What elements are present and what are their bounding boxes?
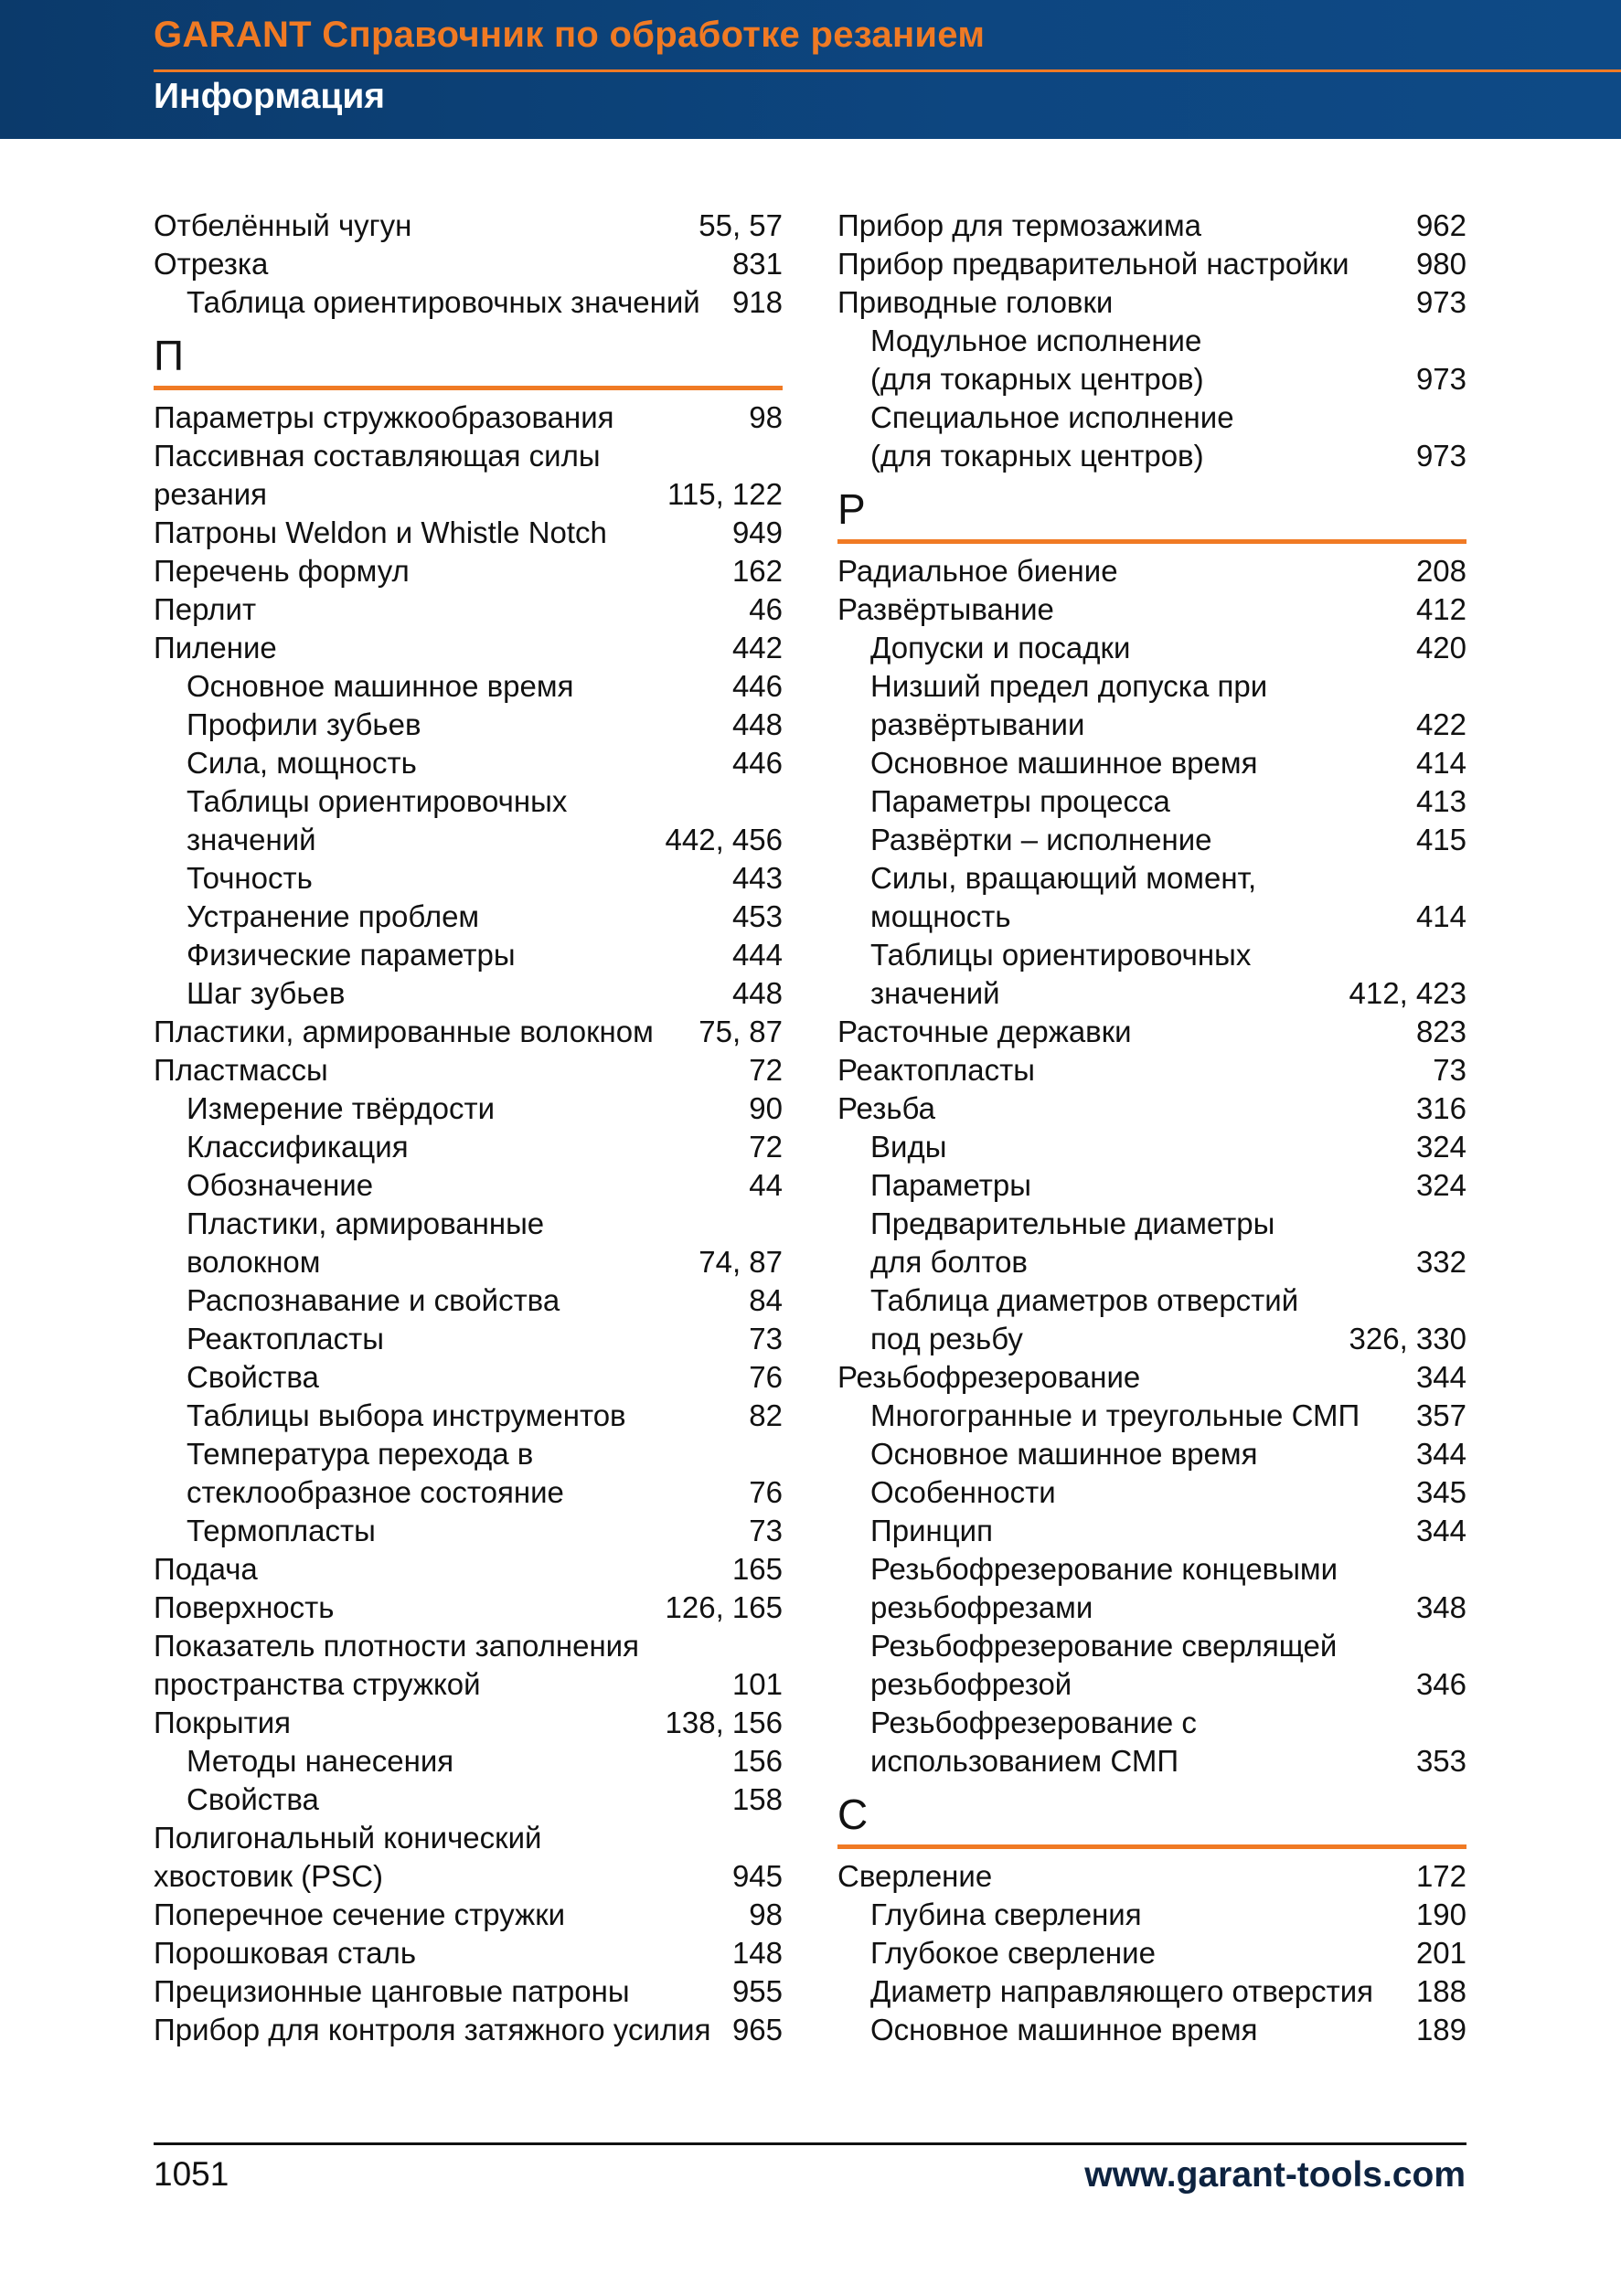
index-subentry bbox=[837, 1704, 1466, 1742]
index-subentry bbox=[154, 974, 783, 1013]
index-entry bbox=[154, 1589, 783, 1627]
index-subentry bbox=[154, 1742, 783, 1780]
entry-term: значений bbox=[870, 976, 1000, 1010]
index-entry bbox=[154, 552, 783, 590]
index-subentry bbox=[837, 1320, 1466, 1358]
entry-page-ref[interactable]: 74, 87 bbox=[699, 1245, 783, 1279]
entry-term: для болтов bbox=[870, 1245, 1028, 1279]
index-subentry bbox=[837, 1627, 1466, 1665]
index-subentry bbox=[837, 1166, 1466, 1205]
index-subentry bbox=[154, 1320, 783, 1358]
index-entry bbox=[154, 1972, 783, 2011]
entry-term: Устранение проблем bbox=[187, 899, 480, 933]
index-subentry bbox=[837, 322, 1466, 360]
entry-term: Силы, вращающий момент, bbox=[870, 861, 1257, 895]
website-link[interactable]: www.garant-tools.com bbox=[1084, 2155, 1466, 2195]
index-subentry bbox=[837, 936, 1466, 974]
index-entry bbox=[837, 1013, 1466, 1051]
index-entry bbox=[154, 1704, 783, 1742]
entry-page-ref[interactable]: 442 bbox=[731, 631, 783, 664]
section-letter bbox=[837, 1780, 1466, 1857]
section-underline bbox=[154, 386, 783, 390]
index-subentry bbox=[154, 1243, 783, 1281]
index-subentry bbox=[837, 360, 1466, 399]
index-entry bbox=[837, 1857, 1466, 1896]
entry-page-ref[interactable]: 326, 330 bbox=[1349, 1322, 1466, 1355]
index-entry bbox=[154, 1627, 783, 1665]
entry-page-ref[interactable]: 412 bbox=[1415, 592, 1466, 626]
index-subentry bbox=[154, 1780, 783, 1819]
entry-term: Принцип bbox=[870, 1514, 993, 1547]
entry-term: Измерение твёрдости bbox=[187, 1091, 496, 1125]
index-entry bbox=[837, 1358, 1466, 1397]
entry-page-ref[interactable]: 955 bbox=[731, 1974, 783, 2008]
entry-page-ref[interactable]: 823 bbox=[1415, 1015, 1466, 1048]
entry-term: Реактопласты bbox=[187, 1322, 384, 1355]
entry-term: использованием СМП bbox=[870, 1744, 1179, 1778]
section-letter bbox=[154, 322, 783, 399]
index-subentry bbox=[837, 821, 1466, 859]
entry-term: Сила, мощность bbox=[187, 746, 417, 780]
entry-term: Прибор предварительной настройки bbox=[837, 247, 1349, 281]
index-subentry bbox=[154, 283, 783, 322]
index-subentry bbox=[837, 1896, 1466, 1934]
entry-term: стеклообразное состояние bbox=[187, 1475, 564, 1509]
index-subentry bbox=[837, 1589, 1466, 1627]
entry-page-ref[interactable]: 55, 57 bbox=[699, 208, 783, 242]
entry-term: Резьбофрезерование сверлящей bbox=[870, 1629, 1338, 1663]
entry-page-ref[interactable]: 84 bbox=[749, 1283, 783, 1317]
entry-page-ref[interactable]: 962 bbox=[1415, 208, 1466, 242]
entry-term: Основное машинное время bbox=[870, 1437, 1258, 1471]
entry-page-ref[interactable]: 443 bbox=[731, 861, 783, 895]
entry-page-ref[interactable]: 344 bbox=[1415, 1437, 1466, 1471]
index-entry bbox=[837, 245, 1466, 283]
index-subentry bbox=[837, 1550, 1466, 1589]
index-entry bbox=[837, 552, 1466, 590]
entry-term: Диаметр направляющего отверстия bbox=[870, 1974, 1374, 2008]
index-subentry bbox=[837, 1128, 1466, 1166]
entry-term: Развёртывание bbox=[837, 592, 1054, 626]
index-subentry bbox=[154, 706, 783, 744]
entry-term: Резьбофрезерование с bbox=[870, 1706, 1197, 1739]
entry-term: Таблицы ориентировочных bbox=[870, 938, 1252, 972]
entry-page-ref[interactable]: 189 bbox=[1415, 2013, 1466, 2046]
entry-term: Точность bbox=[187, 861, 313, 895]
entry-page-ref[interactable]: 73 bbox=[1433, 1053, 1466, 1087]
entry-page-ref[interactable]: 73 bbox=[749, 1322, 783, 1355]
entry-term: Термопласты bbox=[187, 1514, 376, 1547]
index-entry bbox=[154, 245, 783, 283]
index-subentry bbox=[154, 1397, 783, 1435]
entry-page-ref[interactable]: 72 bbox=[749, 1053, 783, 1087]
entry-term: резания bbox=[154, 477, 267, 511]
entry-page-ref[interactable]: 446 bbox=[731, 746, 783, 780]
page-number: 1051 bbox=[154, 2155, 229, 2193]
section-underline bbox=[837, 1844, 1466, 1849]
index-entry bbox=[154, 514, 783, 552]
entry-term: Виды bbox=[870, 1130, 947, 1164]
entry-page-ref[interactable]: 82 bbox=[749, 1398, 783, 1432]
index-subentry bbox=[837, 1972, 1466, 2011]
entry-term: Профили зубьев bbox=[187, 707, 421, 741]
entry-page-ref[interactable]: 965 bbox=[731, 2013, 783, 2046]
index-entry bbox=[837, 1090, 1466, 1128]
entry-page-ref[interactable]: 448 bbox=[731, 707, 783, 741]
entry-term: Радиальное биение bbox=[837, 554, 1118, 588]
index-subentry bbox=[837, 1397, 1466, 1435]
index-subentry bbox=[154, 782, 783, 821]
page-header bbox=[0, 0, 1621, 139]
index-subentry bbox=[154, 1512, 783, 1550]
entry-term: Прибор для контроля затяжного усилия bbox=[154, 2013, 711, 2046]
entry-term: Покрытия bbox=[154, 1706, 291, 1739]
entry-term: резьбофрезой bbox=[870, 1667, 1072, 1701]
index-subentry bbox=[837, 1243, 1466, 1281]
entry-term: Пластики, армированные волокном bbox=[154, 1015, 654, 1048]
index-subentry bbox=[154, 1128, 783, 1166]
entry-page-ref[interactable]: 344 bbox=[1415, 1360, 1466, 1394]
entry-term: Патроны Weldon и Whistle Notch bbox=[154, 516, 607, 549]
entry-term: Прецизионные цанговые патроны bbox=[154, 1974, 630, 2008]
entry-page-ref[interactable]: 98 bbox=[749, 400, 783, 434]
entry-page-ref[interactable]: 156 bbox=[731, 1744, 783, 1778]
index-entry bbox=[154, 1857, 783, 1896]
entry-page-ref[interactable]: 945 bbox=[731, 1859, 783, 1893]
entry-term: Поперечное сечение стружки bbox=[154, 1897, 566, 1931]
index-subentry bbox=[837, 1281, 1466, 1320]
index-subentry bbox=[837, 1742, 1466, 1780]
entry-term: значений bbox=[187, 823, 316, 856]
entry-page-ref[interactable]: 324 bbox=[1415, 1168, 1466, 1202]
entry-term: Пластмассы bbox=[154, 1053, 328, 1087]
index-subentry bbox=[837, 898, 1466, 936]
entry-page-ref[interactable]: 72 bbox=[749, 1130, 783, 1164]
entry-term: развёртывании bbox=[870, 707, 1085, 741]
index-subentry bbox=[154, 667, 783, 706]
entry-term: Таблицы ориентировочных bbox=[187, 784, 568, 818]
entry-term: Шаг зубьев bbox=[187, 976, 346, 1010]
entry-page-ref[interactable]: 420 bbox=[1415, 631, 1466, 664]
entry-page-ref[interactable]: 165 bbox=[731, 1552, 783, 1586]
entry-term: Свойства bbox=[187, 1360, 319, 1394]
entry-page-ref[interactable]: 353 bbox=[1415, 1744, 1466, 1778]
entry-page-ref[interactable]: 190 bbox=[1415, 1897, 1466, 1931]
index-subentry bbox=[154, 1435, 783, 1473]
entry-term: Параметры процесса bbox=[870, 784, 1170, 818]
entry-term: Предварительные диаметры bbox=[870, 1206, 1275, 1240]
entry-page-ref[interactable]: 324 bbox=[1415, 1130, 1466, 1164]
entry-term: Показатель плотности заполнения bbox=[154, 1629, 639, 1663]
entry-page-ref[interactable]: 413 bbox=[1415, 784, 1466, 818]
entry-term: Низший предел допуска при bbox=[870, 669, 1268, 703]
index-subentry bbox=[837, 1512, 1466, 1550]
entry-term: Сверление bbox=[837, 1859, 993, 1893]
index-entry bbox=[154, 1896, 783, 1934]
entry-term: Подача bbox=[154, 1552, 258, 1586]
header-rule bbox=[154, 69, 1621, 72]
entry-page-ref[interactable]: 973 bbox=[1415, 362, 1466, 396]
entry-page-ref[interactable]: 90 bbox=[749, 1091, 783, 1125]
entry-term: Пластики, армированные bbox=[187, 1206, 545, 1240]
entry-term: Поверхность bbox=[154, 1590, 335, 1624]
entry-term: Пиление bbox=[154, 631, 277, 664]
entry-page-ref[interactable]: 980 bbox=[1415, 247, 1466, 281]
index-entry bbox=[154, 207, 783, 245]
index-subentry bbox=[837, 629, 1466, 667]
index-subentry bbox=[837, 974, 1466, 1013]
entry-term: Многогранные и треугольные СМП bbox=[870, 1398, 1360, 1432]
index-subentry bbox=[154, 936, 783, 974]
footer-rule bbox=[154, 2142, 1466, 2145]
entry-page-ref[interactable]: 348 bbox=[1415, 1590, 1466, 1624]
index-subentry bbox=[154, 898, 783, 936]
index-subentry bbox=[837, 859, 1466, 898]
index-entry bbox=[154, 399, 783, 437]
index-subentry bbox=[154, 821, 783, 859]
section-letter-text: Р bbox=[837, 485, 866, 533]
index-subentry bbox=[154, 1473, 783, 1512]
entry-page-ref[interactable]: 101 bbox=[731, 1667, 783, 1701]
entry-page-ref[interactable]: 44 bbox=[749, 1168, 783, 1202]
section-letter-text: П bbox=[154, 332, 185, 379]
entry-page-ref[interactable]: 346 bbox=[1415, 1667, 1466, 1701]
entry-term: Приводные головки bbox=[837, 285, 1114, 319]
index-entry bbox=[154, 1013, 783, 1051]
entry-term: Реактопласты bbox=[837, 1053, 1035, 1087]
index-subentry bbox=[837, 399, 1466, 437]
entry-term: Прибор для термозажима bbox=[837, 208, 1201, 242]
entry-term: пространства стружкой bbox=[154, 1667, 481, 1701]
index-subentry bbox=[837, 782, 1466, 821]
entry-term: резьбофрезами bbox=[870, 1590, 1093, 1624]
entry-page-ref[interactable]: 949 bbox=[731, 516, 783, 549]
section-letter bbox=[837, 475, 1466, 552]
index-subentry bbox=[154, 1358, 783, 1397]
entry-term: Таблица ориентировочных значений bbox=[187, 285, 700, 319]
entry-page-ref[interactable]: 76 bbox=[749, 1360, 783, 1394]
entry-page-ref[interactable]: 162 bbox=[731, 554, 783, 588]
entry-page-ref[interactable]: 126, 165 bbox=[665, 1590, 783, 1624]
index-entry bbox=[154, 590, 783, 629]
entry-term: Температура перехода в bbox=[187, 1437, 534, 1471]
entry-term: Отрезка bbox=[154, 247, 269, 281]
entry-term: Специальное исполнение bbox=[870, 400, 1234, 434]
entry-term: Физические параметры bbox=[187, 938, 516, 972]
index-subentry bbox=[837, 2011, 1466, 2049]
entry-term: волокном bbox=[187, 1245, 321, 1279]
entry-term: Основное машинное время bbox=[187, 669, 574, 703]
entry-page-ref[interactable]: 442, 456 bbox=[665, 823, 783, 856]
entry-page-ref[interactable]: 115, 122 bbox=[667, 477, 783, 511]
index-entry bbox=[154, 1550, 783, 1589]
entry-page-ref[interactable]: 357 bbox=[1415, 1398, 1466, 1432]
index-subentry bbox=[154, 1166, 783, 1205]
entry-term: Глубина сверления bbox=[870, 1897, 1142, 1931]
entry-page-ref[interactable]: 98 bbox=[749, 1897, 783, 1931]
entry-page-ref[interactable]: 973 bbox=[1415, 439, 1466, 473]
entry-term: под резьбу bbox=[870, 1322, 1023, 1355]
entry-page-ref[interactable]: 446 bbox=[731, 669, 783, 703]
entry-page-ref[interactable]: 332 bbox=[1415, 1245, 1466, 1279]
entry-page-ref[interactable]: 414 bbox=[1415, 746, 1466, 780]
index-entry bbox=[154, 1934, 783, 1972]
index-subentry bbox=[837, 1205, 1466, 1243]
header-subtitle: Информация bbox=[154, 77, 386, 116]
index-subentry bbox=[837, 1934, 1466, 1972]
entry-term: Развёртки – исполнение bbox=[870, 823, 1212, 856]
entry-page-ref[interactable]: 73 bbox=[749, 1514, 783, 1547]
index-subentry bbox=[837, 744, 1466, 782]
index-entry bbox=[154, 437, 783, 475]
entry-term: Основное машинное время bbox=[870, 746, 1258, 780]
index-subentry bbox=[154, 1205, 783, 1243]
index-entry bbox=[154, 1819, 783, 1857]
entry-page-ref[interactable]: 344 bbox=[1415, 1514, 1466, 1547]
entry-term: Таблицы выбора инструментов bbox=[187, 1398, 626, 1432]
entry-page-ref[interactable]: 414 bbox=[1415, 899, 1466, 933]
entry-page-ref[interactable]: 172 bbox=[1415, 1859, 1466, 1893]
entry-term: Параметры стружкообразования bbox=[154, 400, 614, 434]
index-entry bbox=[154, 2011, 783, 2049]
entry-term: Методы нанесения bbox=[187, 1744, 454, 1778]
entry-page-ref[interactable]: 148 bbox=[731, 1936, 783, 1970]
index-subentry bbox=[154, 859, 783, 898]
entry-term: хвостовик (PSC) bbox=[154, 1859, 384, 1893]
entry-page-ref[interactable]: 345 bbox=[1415, 1475, 1466, 1509]
index-subentry bbox=[837, 1665, 1466, 1704]
index-subentry bbox=[837, 1435, 1466, 1473]
entry-term: Перечень формул bbox=[154, 554, 410, 588]
entry-page-ref[interactable]: 415 bbox=[1415, 823, 1466, 856]
entry-term: Модульное исполнение bbox=[870, 324, 1202, 357]
entry-page-ref[interactable]: 76 bbox=[749, 1475, 783, 1509]
index-subentry bbox=[154, 744, 783, 782]
entry-term: Основное машинное время bbox=[870, 2013, 1258, 2046]
index-entry bbox=[154, 1665, 783, 1704]
index-entry bbox=[837, 207, 1466, 245]
entry-term: мощность bbox=[870, 899, 1011, 933]
index-column-left bbox=[154, 207, 783, 2049]
entry-page-ref[interactable]: 208 bbox=[1415, 554, 1466, 588]
entry-page-ref[interactable]: 158 bbox=[731, 1782, 783, 1816]
entry-page-ref[interactable]: 444 bbox=[731, 938, 783, 972]
index-entry bbox=[837, 1051, 1466, 1090]
entry-page-ref[interactable]: 973 bbox=[1415, 285, 1466, 319]
section-letter-text: С bbox=[837, 1791, 869, 1838]
index-column-right bbox=[837, 207, 1466, 2049]
entry-term: Особенности bbox=[870, 1475, 1056, 1509]
entry-term: (для токарных центров) bbox=[870, 362, 1204, 396]
index-entry bbox=[154, 475, 783, 514]
entry-term: Отбелённый чугун bbox=[154, 208, 412, 242]
index-subentry bbox=[837, 706, 1466, 744]
entry-term: Распознавание и свойства bbox=[187, 1283, 560, 1317]
entry-term: Пассивная составляющая силы bbox=[154, 439, 601, 473]
entry-page-ref[interactable]: 75, 87 bbox=[699, 1015, 783, 1048]
entry-term: Порошковая сталь bbox=[154, 1936, 417, 1970]
entry-page-ref[interactable]: 422 bbox=[1415, 707, 1466, 741]
entry-page-ref[interactable]: 831 bbox=[731, 247, 783, 281]
index-entry bbox=[154, 1051, 783, 1090]
entry-page-ref[interactable]: 918 bbox=[731, 285, 783, 319]
entry-page-ref[interactable]: 188 bbox=[1415, 1974, 1466, 2008]
index-subentry bbox=[154, 1090, 783, 1128]
index-subentry bbox=[154, 1281, 783, 1320]
entry-term: Классификация bbox=[187, 1130, 409, 1164]
index-entry bbox=[837, 283, 1466, 322]
entry-term: (для токарных центров) bbox=[870, 439, 1204, 473]
entry-term: Допуски и посадки bbox=[870, 631, 1131, 664]
entry-term: Полигональный конический bbox=[154, 1821, 542, 1855]
entry-term: Резьба bbox=[837, 1091, 936, 1125]
entry-page-ref[interactable]: 201 bbox=[1415, 1936, 1466, 1970]
entry-term: Параметры bbox=[870, 1168, 1031, 1202]
entry-term: Перлит bbox=[154, 592, 257, 626]
index-subentry bbox=[837, 667, 1466, 706]
entry-term: Расточные державки bbox=[837, 1015, 1132, 1048]
entry-page-ref[interactable]: 46 bbox=[749, 592, 783, 626]
entry-page-ref[interactable]: 448 bbox=[731, 976, 783, 1010]
index-subentry bbox=[837, 437, 1466, 475]
section-underline bbox=[837, 539, 1466, 544]
entry-page-ref[interactable]: 453 bbox=[731, 899, 783, 933]
header-title: GARANT Справочник по обработке резанием bbox=[154, 15, 986, 55]
entry-term: Таблица диаметров отверстий bbox=[870, 1283, 1299, 1317]
entry-term: Глубокое сверление bbox=[870, 1936, 1156, 1970]
index-entry bbox=[837, 590, 1466, 629]
entry-term: Резьбофрезерование концевыми bbox=[870, 1552, 1338, 1586]
entry-page-ref[interactable]: 138, 156 bbox=[665, 1706, 783, 1739]
entry-page-ref[interactable]: 412, 423 bbox=[1349, 976, 1466, 1010]
entry-term: Резьбофрезерование bbox=[837, 1360, 1141, 1394]
entry-page-ref[interactable]: 316 bbox=[1415, 1091, 1466, 1125]
entry-term: Свойства bbox=[187, 1782, 319, 1816]
entry-term: Обозначение bbox=[187, 1168, 374, 1202]
index-entry bbox=[154, 629, 783, 667]
index-subentry bbox=[837, 1473, 1466, 1512]
